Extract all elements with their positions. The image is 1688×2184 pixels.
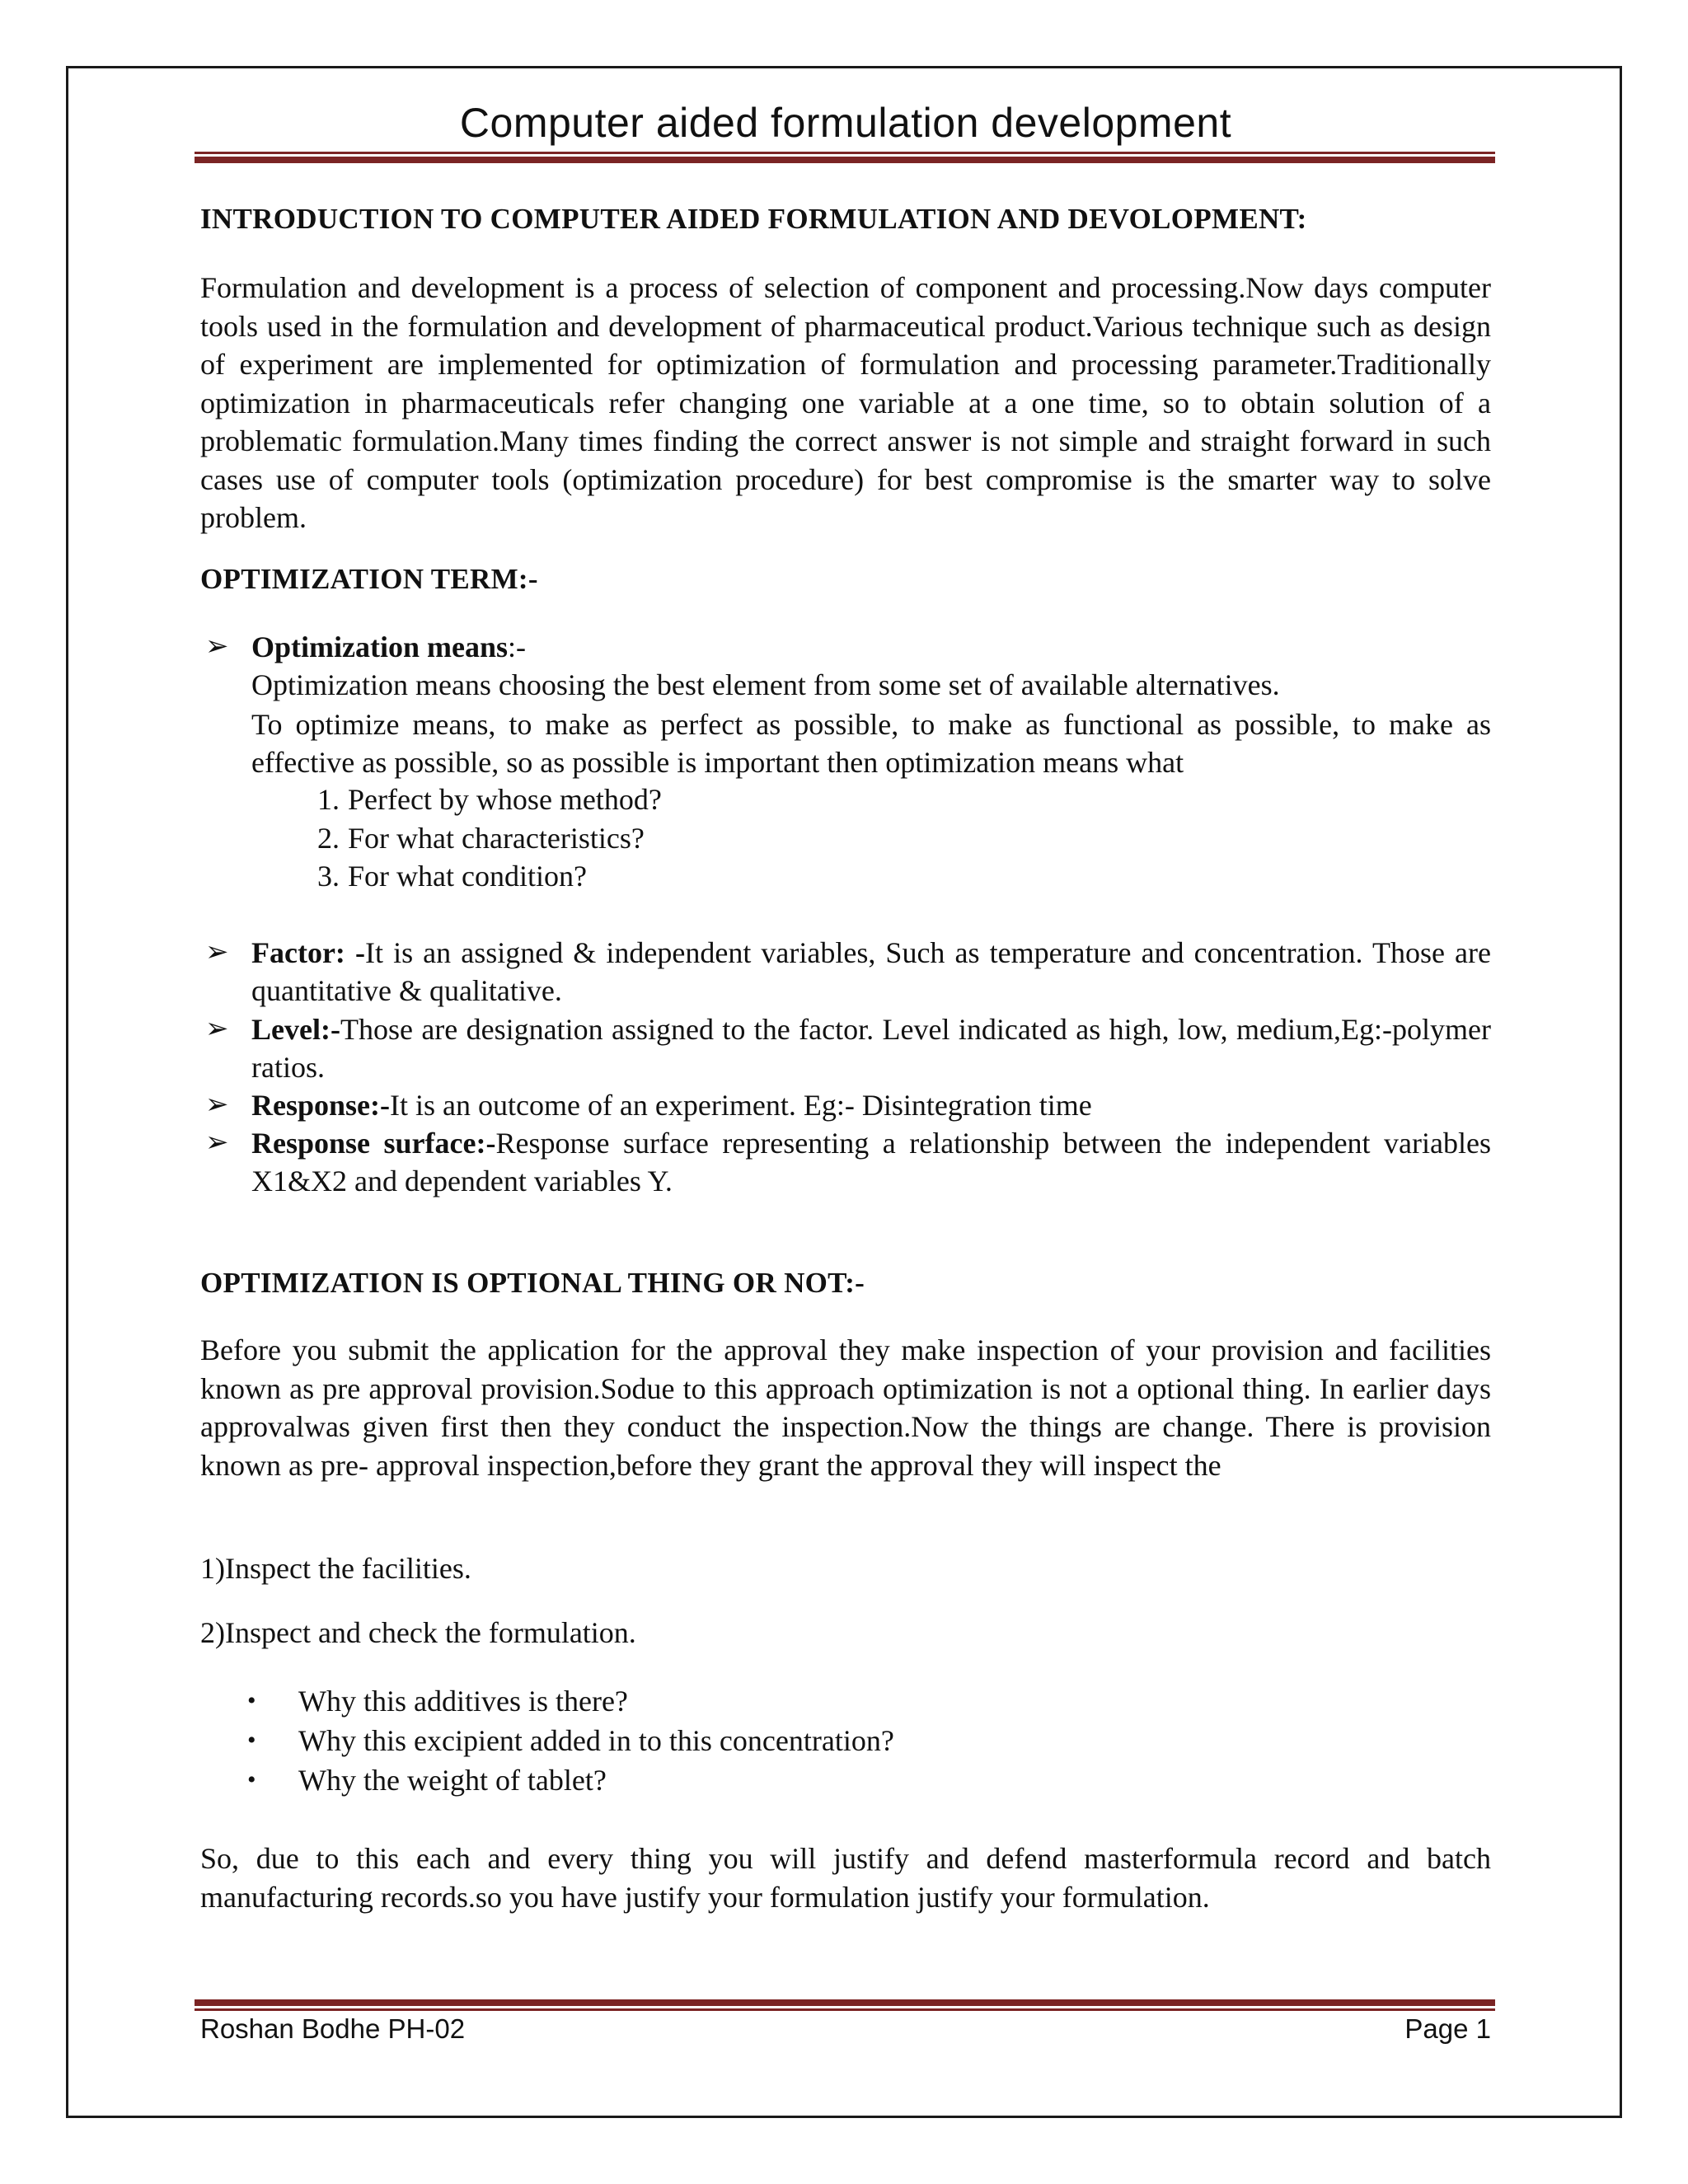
list-item: • Why this additives is there? xyxy=(298,1681,894,1721)
inspect-step-1: 1)Inspect the facilities. xyxy=(200,1552,471,1585)
bullet-response-surface xyxy=(205,1124,1491,1200)
bullet-dot-icon: • xyxy=(247,1687,256,1714)
term-label: Optimization means xyxy=(251,630,508,663)
why-question-list xyxy=(247,1681,894,1800)
footer-rule xyxy=(195,1999,1495,2011)
term-text: Response surface representing a relationship between the independent variables X1&X2 and dependent variables Y. xyxy=(251,1127,1491,1197)
term-text: It is an outcome of an experiment. Eg:- Disintegration time xyxy=(390,1089,1092,1122)
question-list xyxy=(317,780,662,896)
arrow-bullet-icon: ➢ xyxy=(205,1127,229,1158)
list-item: 2. For what characteristics? xyxy=(317,821,645,855)
bullet-level xyxy=(205,1010,1491,1086)
term-text: It is an assigned & independent variables, Such as temperature and concentration. Those are quantitative & qualitative. xyxy=(251,936,1491,1007)
arrow-bullet-icon: ➢ xyxy=(205,1014,229,1044)
means-definition: Optimization means choosing the best element from some set of available alternatives. xyxy=(251,668,1280,701)
bullet-response xyxy=(205,1086,1491,1124)
bullet-optimization-means xyxy=(205,628,1491,781)
intro-paragraph: Formulation and development is a process of selection of component and processing.Now days computer tools used in the formulation and development of pharmaceutical product.Various technique such as design of experiment are implemented for optimization of formulation and processing parameter.Traditionally optimization in pharmaceuticals refer changing one variable at a one time, so to obtain solution of a problematic formulation.Many times finding the correct answer is not simple and straight forward in such cases use of computer tools (optimization procedure) for best compromise is the smarter way to solve problem. xyxy=(200,271,1491,534)
bullet-dot-icon: • xyxy=(247,1766,256,1793)
optional-paragraph: Before you submit the application for the approval they make inspection of your provision and facilities known as pre approval provision.Sodue to this approach optimization is not a optional thing. In earlier days approvalwas given first then they conduct the inspection.Now the things are change. There is provision known as pre- approval inspection,before they grant the approval they will inspect the xyxy=(200,1333,1491,1482)
inspect-step-2: 2)Inspect and check the formulation. xyxy=(200,1616,636,1649)
term-label: Level:- xyxy=(251,1013,340,1046)
optional-heading: OPTIMIZATION IS OPTIONAL THING OR NOT:- xyxy=(200,1267,865,1299)
list-item: • Why this excipient added in to this concentration? xyxy=(298,1721,894,1760)
arrow-bullet-icon: ➢ xyxy=(205,1090,229,1120)
term-suffix: :- xyxy=(508,630,526,663)
conclusion-paragraph: So, due to this each and every thing you will justify and defend masterformula record and batch manufacturing records.so you have justify your formulation justify your formulation. xyxy=(200,1842,1491,1914)
footer-page-number: Page 1 xyxy=(1404,2013,1491,2044)
term-label: Response surface:- xyxy=(251,1127,496,1160)
page-footer xyxy=(200,2013,1491,2045)
means-explanation: To optimize means, to make as perfect as possible, to make as functional as possible, to make as effective as possible, so as possible is important then optimization means what xyxy=(251,708,1491,779)
footer-author: Roshan Bodhe PH-02 xyxy=(200,2013,466,2044)
arrow-bullet-icon: ➢ xyxy=(205,937,229,968)
intro-heading: INTRODUCTION TO COMPUTER AIDED FORMULATION AND DEVOLOPMENT: xyxy=(200,203,1307,235)
page-title: Computer aided formulation development xyxy=(459,100,1232,146)
bullet-dot-icon: • xyxy=(247,1727,256,1754)
term-text: Those are designation assigned to the factor. Level indicated as high, low, medium,Eg:-polymer ratios. xyxy=(251,1013,1491,1084)
term-label: Response:- xyxy=(251,1089,390,1122)
header-rule xyxy=(195,152,1495,163)
term-label: Factor: - xyxy=(251,936,365,969)
list-item: 1. Perfect by whose method? xyxy=(317,783,662,816)
bullet-factor xyxy=(205,934,1491,1010)
list-item: • Why the weight of tablet? xyxy=(298,1760,894,1800)
optimization-term-heading: OPTIMIZATION TERM:- xyxy=(200,563,538,595)
list-item: 3. For what condition? xyxy=(317,860,587,893)
arrow-bullet-icon: ➢ xyxy=(205,631,229,662)
